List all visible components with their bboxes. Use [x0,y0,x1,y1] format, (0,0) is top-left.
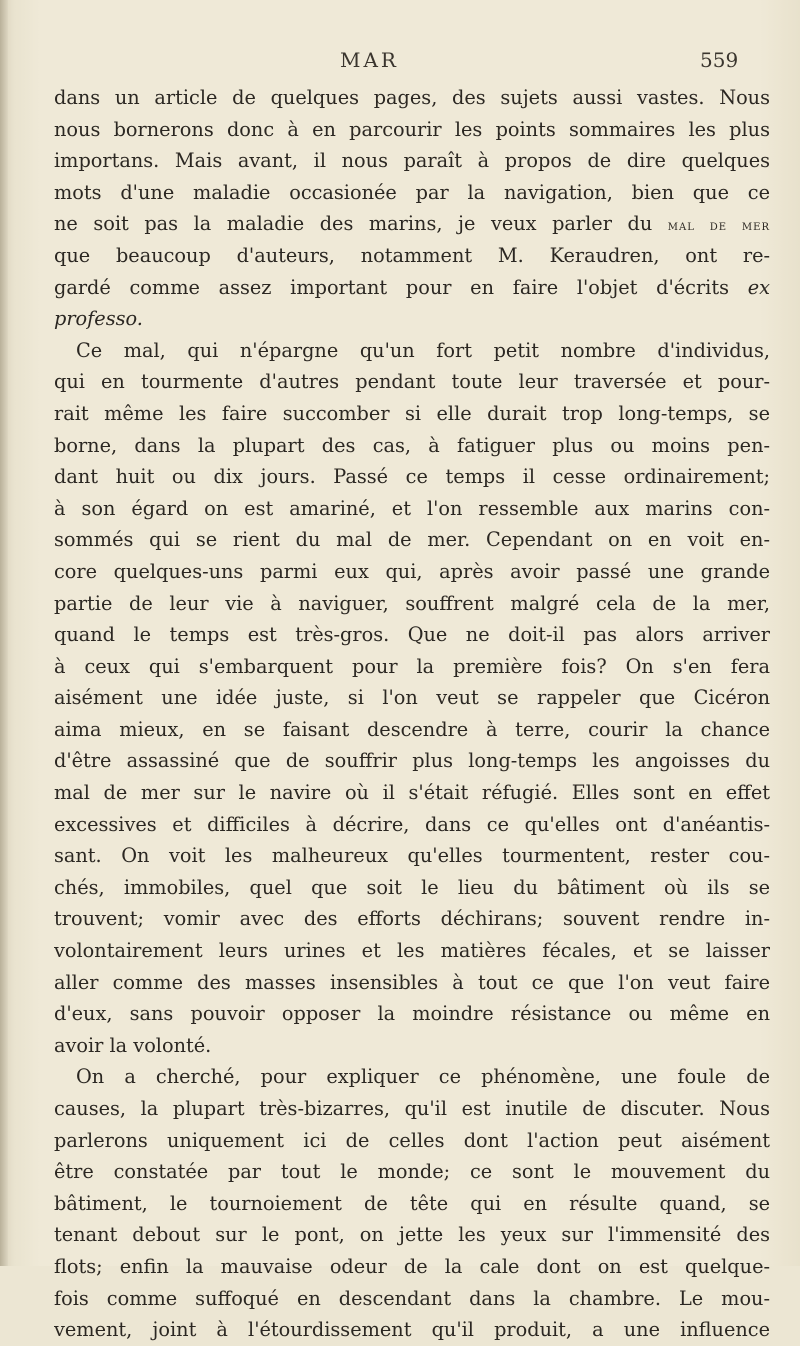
text-line: rait même les faire succomber si elle durait trop long-temps, se [54,401,770,425]
text-line: chés, immobiles, quel que soit le lieu du bâtiment où ils se [54,875,770,899]
text-line: sommés qui se rient du mal de mer. Cependant on en voit en- [54,528,770,552]
text-line: bâtiment, le tournoiement de tête qui en résulte quand, se [54,1191,770,1215]
small-caps-term: mal de mer [667,218,770,235]
text-line: excessives et difficiles à décrire, dans ce qu'elles ont d'anéantis- [54,812,770,836]
text-line-with-italic [54,272,770,304]
text-line: borne, dans la plupart des cas, à fatiguer plus ou moins pen- [54,433,770,457]
text-line: importans. Mais avant, il nous paraît à propos de dire quelques [54,149,770,173]
text-line: trouvent; vomir avec des efforts déchirans; souvent rendre in- [54,907,770,931]
page-number: 559 [700,48,739,72]
text-line: mots d'une maladie occasionée par la navigation, bien que ce [54,180,770,204]
running-title: MAR [340,48,399,72]
text-line: volontairement leurs urines et les matières fécales, et se laisser [54,939,770,963]
text-line: mal de mer sur le navire où il s'était réfugié. Elles sont en effet [54,781,770,805]
text-line: aisément une idée juste, si l'on veut se rappeler que Cicéron [54,686,770,710]
text-line: flots; enfin la mauvaise odeur de la cale dont on est quelque- [54,1254,770,1278]
body-text [54,82,770,1346]
text-line: parlerons uniquement ici de celles dont l'action peut aisément [54,1128,770,1152]
text-line-italic: professo. [54,307,143,331]
text-line: d'être assassiné que de souffrir plus long-temps les angoisses du [54,749,770,773]
text-line: avoir la volonté. [54,1033,212,1057]
text-line: d'eux, sans pouvoir opposer la moindre résistance ou même en [54,1002,770,1026]
text-line: que beaucoup d'auteurs, notamment M. Keraudren, ont re- [54,243,770,267]
text-line: partie de leur vie à naviguer, souffrent malgré cela de la mer, [54,591,770,615]
text-line: core quelques-uns parmi eux qui, après avoir passé une grande [54,559,770,583]
text-line: à ceux qui s'embarquent pour la première fois? On s'en fera [54,654,770,678]
italic-prefix: ex [747,275,770,299]
text-line-with-term [54,208,770,240]
text-line: dant huit ou dix jours. Passé ce temps il cesse ordinairement; [54,465,770,489]
text-line: causes, la plupart très-bizarres, qu'il est inutile de discuter. Nous [54,1097,770,1120]
paragraph-start-line: Ce mal, qui n'épargne qu'un fort petit nombre d'individus, [76,338,770,362]
text-line: à son égard on est amariné, et l'on ressemble aux marins con- [54,496,770,520]
text-line: qui en tourmente d'autres pendant toute leur traversée et pour- [54,370,770,394]
page-binding-edge [0,0,8,1266]
text-line: être constatée par tout le monde; ce sont le mouvement du [54,1160,770,1184]
text-line: nous bornerons donc à en parcourir les points sommaires les plus [54,117,770,141]
text-line: quand le temps est très-gros. Que ne doit-il pas alors arriver [54,623,770,647]
text-line: sant. On voit les malheureux qu'elles tourmentent, rester cou- [54,844,770,868]
text-line-part: gardé comme assez important pour en faire l'objet d'écrits [54,275,729,299]
paragraph-start-line: On a cherché, pour expliquer ce phénomène, une foule de [76,1065,770,1089]
text-line: dans un article de quelques pages, des sujets aussi vastes. Nous [54,86,770,109]
text-line: vement, joint à l'étourdissement qu'il produit, a une influence [54,1318,770,1342]
text-line: tenant debout sur le pont, on jette les yeux sur l'immensité des [54,1223,770,1247]
text-line: aima mieux, en se faisant descendre à terre, courir la chance [54,717,770,741]
text-line: aller comme des masses insensibles à tout ce que l'on veut faire [54,970,770,994]
text-line: fois comme suffoqué en descendant dans la chambre. Le mou- [54,1286,770,1310]
running-head [0,48,800,84]
text-line-part: ne soit pas la maladie des marins, je veux parler du [54,212,653,236]
